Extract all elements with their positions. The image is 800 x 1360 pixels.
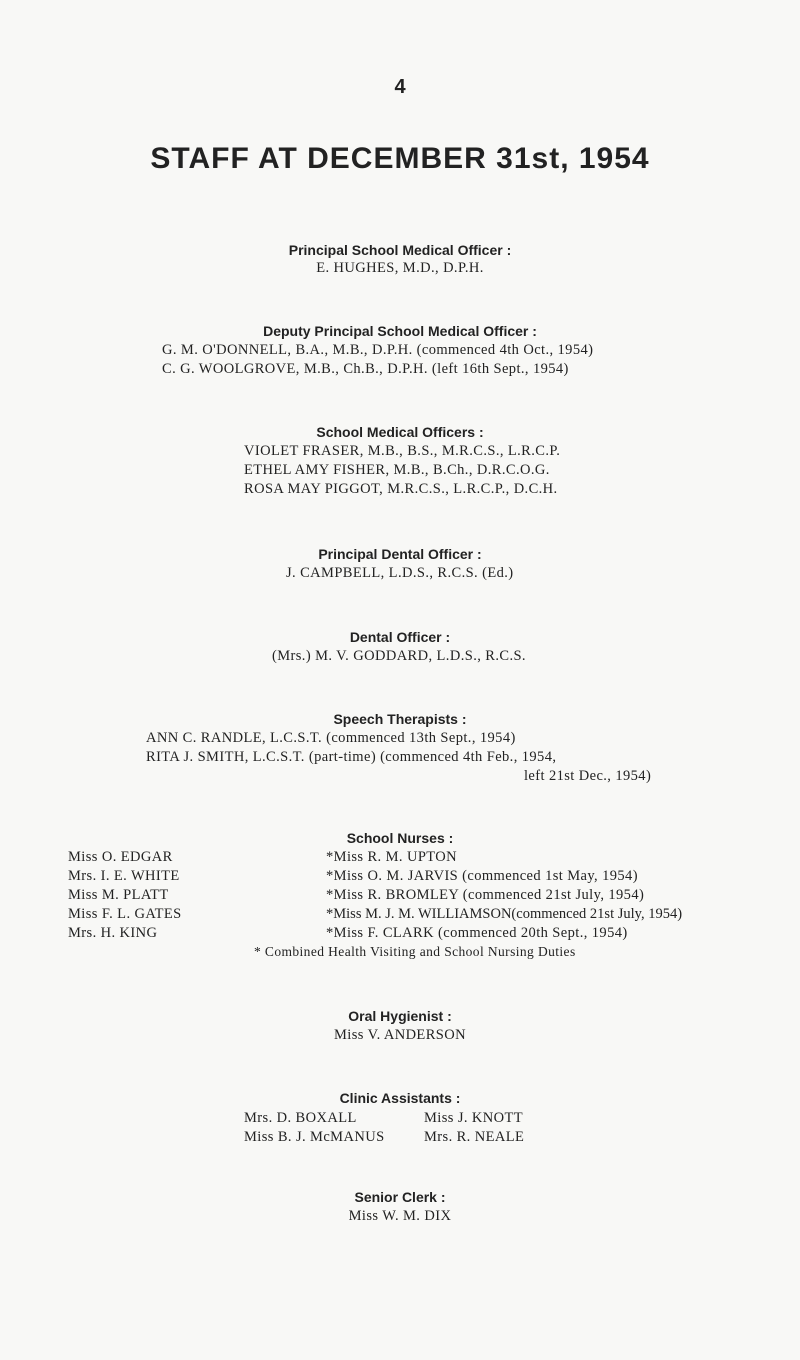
page-number: 4 bbox=[394, 76, 406, 98]
clinic-assistant-entry: Miss J. KNOTT bbox=[424, 1110, 524, 1126]
section-heading-deputy-smo: Deputy Principal School Medical Officer : bbox=[263, 323, 537, 339]
nurse-entry: *Miss O. M. JARVIS (commenced 1st May, 1954) bbox=[326, 868, 638, 884]
nurse-entry: *Miss R. M. UPTON bbox=[326, 849, 458, 865]
nurse-entry: Miss F. L. GATES bbox=[68, 906, 182, 922]
clinic-assistant-entry: Mrs. D. BOXALL bbox=[244, 1110, 357, 1126]
section-heading-smo: School Medical Officers : bbox=[316, 424, 484, 440]
clinic-assistant-entry: Mrs. R. NEALE bbox=[424, 1129, 525, 1145]
staff-entry: Miss W. M. DIX bbox=[348, 1208, 452, 1224]
staff-entry: RITA J. SMITH, L.C.S.T. (part-time) (commenced 4th Feb., 1954, bbox=[146, 749, 557, 765]
staff-entry: G. M. O'DONNELL, B.A., M.B., D.P.H. (commenced 4th Oct., 1954) bbox=[162, 342, 594, 358]
nurse-entry: *Miss F. CLARK (commenced 20th Sept., 1954) bbox=[326, 925, 628, 941]
staff-entry: Miss V. ANDERSON bbox=[334, 1027, 466, 1043]
staff-entry: (Mrs.) M. V. GODDARD, L.D.S., R.C.S. bbox=[272, 648, 526, 664]
section-heading-principal-dental: Principal Dental Officer : bbox=[318, 546, 482, 562]
staff-entry: VIOLET FRASER, M.B., B.S., M.R.C.S., L.R.C.P. bbox=[244, 443, 561, 459]
nurse-entry: *Miss M. J. M. WILLIAMSON(commenced 21st July, 1954) bbox=[326, 906, 683, 922]
staff-entry: C. G. WOOLGROVE, M.B., Ch.B., D.P.H. (left 16th Sept., 1954) bbox=[162, 361, 569, 377]
nurse-entry: Mrs. I. E. WHITE bbox=[68, 868, 180, 884]
section-heading-dental: Dental Officer : bbox=[349, 629, 451, 645]
staff-entry: ANN C. RANDLE, L.C.S.T. (commenced 13th Sept., 1954) bbox=[146, 730, 516, 746]
section-heading-clerk: Senior Clerk : bbox=[354, 1189, 446, 1205]
nurses-footnote: * Combined Health Visiting and School Nursing Duties bbox=[254, 944, 576, 959]
nurse-entry: Miss O. EDGAR bbox=[68, 849, 173, 865]
staff-entry: ETHEL AMY FISHER, M.B., B.Ch., D.R.C.O.G. bbox=[244, 462, 550, 478]
section-heading-principal-smo: Principal School Medical Officer : bbox=[288, 242, 512, 258]
page-title: STAFF AT DECEMBER 31st, 1954 bbox=[150, 142, 650, 175]
clinic-assistant-entry: Miss B. J. McMANUS bbox=[244, 1129, 385, 1145]
nurse-entry: Mrs. H. KING bbox=[68, 925, 158, 941]
staff-entry: left 21st Dec., 1954) bbox=[524, 768, 652, 784]
section-heading-nurses: School Nurses : bbox=[346, 830, 454, 846]
nurse-entry: Miss M. PLATT bbox=[68, 887, 169, 903]
section-heading-clinic: Clinic Assistants : bbox=[339, 1090, 461, 1106]
section-heading-speech: Speech Therapists : bbox=[333, 711, 467, 727]
staff-entry: J. CAMPBELL, L.D.S., R.C.S. (Ed.) bbox=[286, 565, 514, 581]
nurse-entry: *Miss R. BROMLEY (commenced 21st July, 1954) bbox=[326, 887, 645, 903]
section-heading-hygienist: Oral Hygienist : bbox=[348, 1008, 452, 1024]
staff-entry: ROSA MAY PIGGOT, M.R.C.S., L.R.C.P., D.C.H. bbox=[244, 481, 558, 497]
staff-entry: E. HUGHES, M.D., D.P.H. bbox=[316, 260, 484, 276]
